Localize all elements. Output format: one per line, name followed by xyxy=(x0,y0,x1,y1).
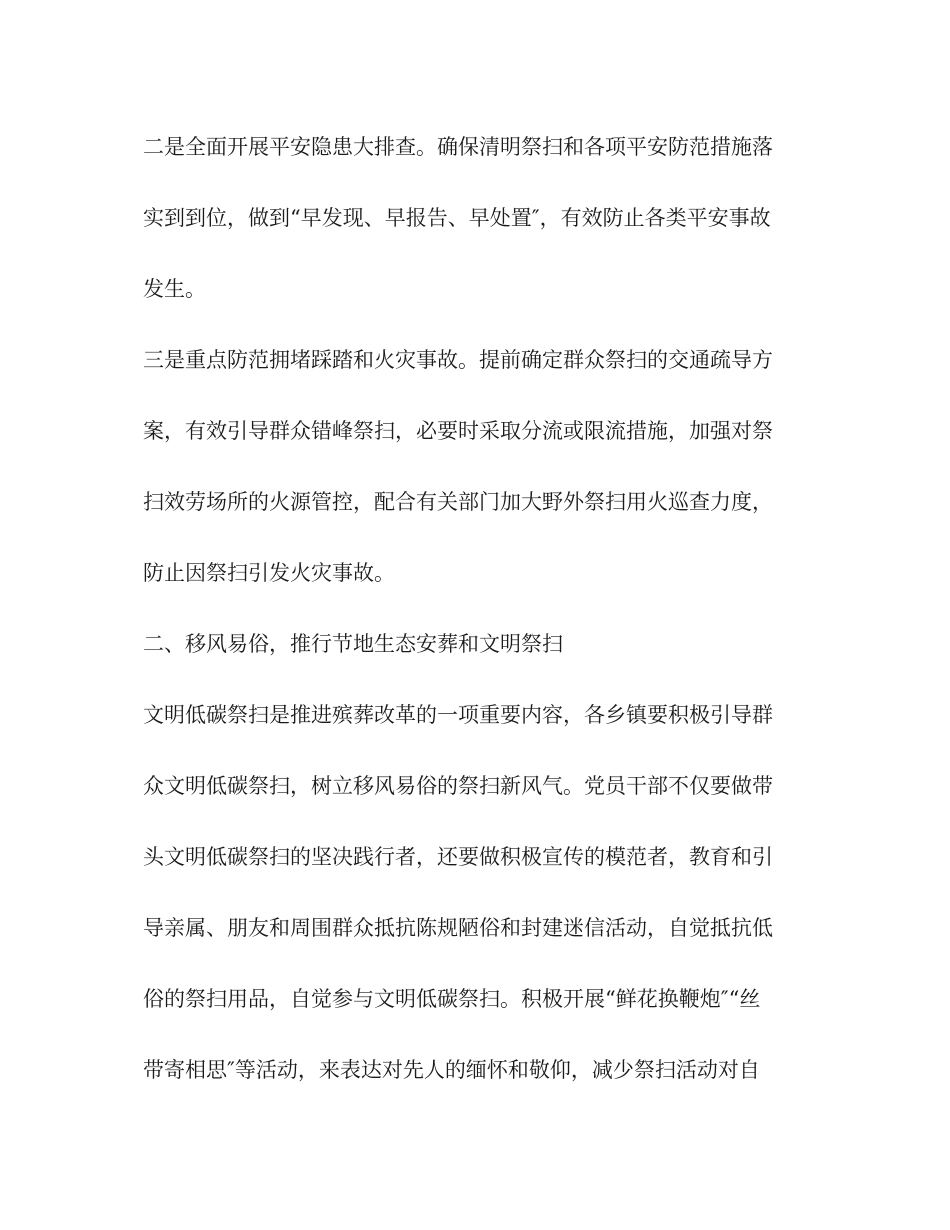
text-line: 扫效劳场所的火源管控，配合有关部门加大野外祭扫用火巡查力度， xyxy=(143,490,773,514)
text-line: 导亲属、朋友和周围群众抵抗陈规陋俗和封建迷信活动，自觉抵抗低 xyxy=(143,916,773,940)
text-line: 带寄相思″等活动，来表达对先人的缅怀和敬仰，减少祭扫活动对自 xyxy=(143,1058,760,1082)
text-line: 防止因祭扫引发火灾事故。 xyxy=(143,561,395,585)
text-line: 发生。 xyxy=(143,277,206,301)
text-line: 三是重点防范拥堵踩踏和火灾事故。提前确定群众祭扫的交通疏导方 xyxy=(143,348,773,372)
text-line: 头文明低碳祭扫的坚决践行者，还要做积极宣传的模范者，教育和引 xyxy=(143,845,773,869)
text-line: 文明低碳祭扫是推进殡葬改革的一项重要内容，各乡镇要积极引导群 xyxy=(143,703,773,727)
text-line: 二是全面开展平安隐患大排查。确保清明祭扫和各项平安防范措施落 xyxy=(143,135,773,159)
text-line: 案，有效引导群众错峰祭扫，必要时采取分流或限流措施，加强对祭 xyxy=(143,419,773,443)
text-line: 俗的祭扫用品，自觉参与文明低碳祭扫。积极开展“鲜花换鞭炮″“丝 xyxy=(143,987,761,1011)
text-line: 众文明低碳祭扫，树立移风易俗的祭扫新风气。党员干部不仅要做带 xyxy=(143,774,773,798)
section-heading: 二、移风易俗，推行节地生态安葬和文明祭扫 xyxy=(143,632,563,656)
text-line: 实到到位，做到“早发现、早报告、早处置″，有效防止各类平安事故 xyxy=(143,206,771,230)
